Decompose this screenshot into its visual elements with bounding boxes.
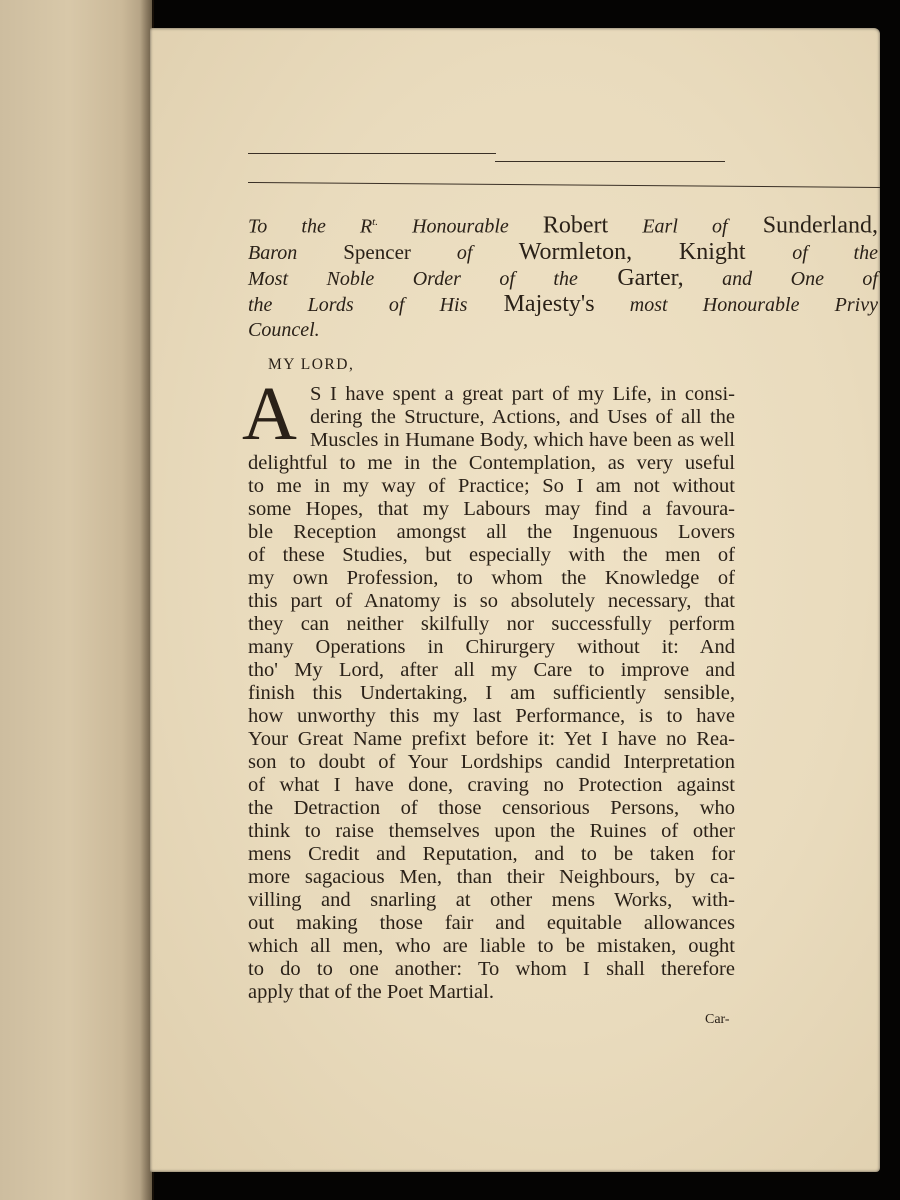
catchword: Car- [705,1012,730,1027]
heading-text: Baron [248,241,298,264]
body-line: son to doubt of Your Lordships candid Interpretation [248,751,735,773]
heading-line-2 [248,240,878,266]
top-rule-3 [248,182,880,188]
heading-line-5: Councel. [248,318,320,341]
body-line: S I have spent a great part of my Life, in consi- [310,383,735,405]
body-line: to me in my way of Practice; So I am not without [248,475,735,497]
heading-text: Most Noble Order of the [248,267,578,290]
heading-line-1 [248,210,878,240]
heading-text: Honourable [377,215,543,238]
body-line: the Detraction of those censorious Persons, who [248,797,735,819]
heading-text: of the [792,241,878,264]
heading-text: Earl [608,215,713,238]
heading-text: Spencer [297,239,457,264]
body-line: of what I have done, craving no Protection against [248,774,735,796]
body-line: this part of Anatomy is so absolutely necessary, that [248,590,735,612]
body-line: tho' My Lord, after all my Care to improve and [248,659,735,681]
heading-text: of [712,215,728,238]
heading-text: t. [372,216,378,228]
heading-text: Majesty's [467,290,595,317]
heading-text: and One of [683,267,878,290]
body-line: dering the Structure, Actions, and Uses of all the [310,406,735,428]
dedication-body [248,383,735,1004]
left-page-edge [0,0,152,1200]
drop-capital: A [242,372,297,456]
heading-text: Wormleton, [472,238,633,265]
body-line: they can neither skilfully nor successfully perform [248,613,735,635]
body-line: which all men, who are liable to be mistaken, ought [248,935,735,957]
body-line: apply that of the Poet Martial. [248,981,494,1003]
book-page [150,28,880,1172]
body-line: more sagacious Men, than their Neighbours, by ca- [248,866,735,888]
body-line: villing and snarling at other mens Works, with- [248,889,735,911]
heading-text: Garter, [577,264,684,291]
body-line: delightful to me in the Contemplation, as very useful [248,452,735,474]
heading-line-4 [248,292,878,318]
heading-text: of [456,241,473,264]
heading-text: the Lords of His [248,293,468,316]
body-line: many Operations in Chirurgery without it: And [248,636,735,658]
body-line: finish this Undertaking, I am sufficiently sensible, [248,682,735,704]
heading-text: Knight [632,238,793,265]
body-line: think to raise themselves upon the Ruines of other [248,820,735,842]
dedication-heading [248,210,878,343]
top-rule-1 [248,153,496,154]
heading-text: To the R [248,215,373,238]
body-line: Your Great Name prefixt before it: Yet I have no Rea- [248,728,735,750]
heading-text: Sunderland, [727,212,879,239]
body-line: my own Profession, to whom the Knowledge of [248,567,735,589]
salutation: MY LORD, [268,356,355,373]
top-rule-2 [495,161,725,162]
heading-text: most Honourable Privy [594,293,878,316]
body-line: to do to one another: To whom I shall therefore [248,958,735,980]
body-line: ble Reception amongst all the Ingenuous Lovers [248,521,735,543]
body-line: out making those fair and equitable allowances [248,912,735,934]
body-line: Muscles in Humane Body, which have been as well [310,429,735,451]
body-line: mens Credit and Reputation, and to be taken for [248,843,735,865]
body-line: some Hopes, that my Labours may find a favoura- [248,498,735,520]
body-line: of these Studies, but especially with the men of [248,544,735,566]
body-line: how unworthy this my last Performance, is to have [248,705,735,727]
heading-line-3 [248,266,878,292]
heading-text: Robert [542,212,609,239]
